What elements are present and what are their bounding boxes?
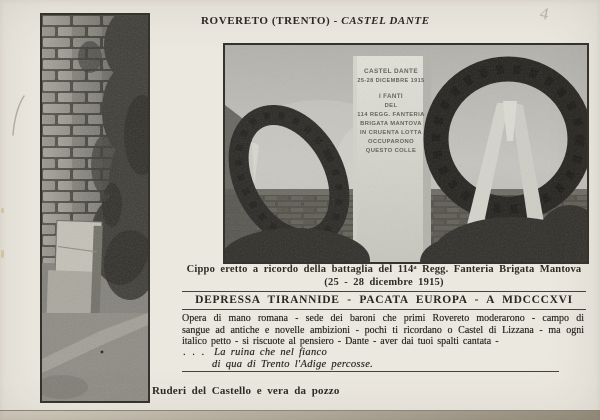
photo-castle-ruins — [40, 13, 150, 403]
inscription-line: DEL — [384, 103, 398, 109]
memorial-image — [225, 45, 587, 262]
inscription-line: I FANTI — [378, 93, 404, 100]
inscription-line: OCCUPARONO — [367, 139, 415, 145]
inscription-line: IN CRUENTA LOTTA — [360, 130, 422, 136]
verse-line2: di qua di Trento l'Adige percosse. — [212, 359, 374, 370]
inscription-line: 25-28 DICEMBRE 1915 — [357, 78, 425, 84]
photo-caption-line1: Cippo eretto a ricordo della battaglia del 114ᵃ Regg. Fanteria Brigata Mantova — [186, 264, 582, 275]
handwritten-mark: 4 — [538, 3, 551, 24]
body-line: italico petto - si riscuote al pensiero - Dante - aver dai tuoi spalti cantata - — [182, 336, 499, 348]
inscription-line: QUESTO COLLE — [365, 148, 417, 154]
body-line: sangue ad antiche e novelle ambizioni - pochi ti ricordano o Castel di Lizzana - ma ogni — [182, 324, 584, 336]
photo-caption — [182, 264, 586, 289]
headline: DEPRESSA TIRANNIDE - PACATA EUROPA - A MDCCCXVI — [195, 294, 573, 306]
title-site: CASTEL DANTE — [341, 15, 430, 27]
inscription-line: 114 REGG. FANTERIA — [357, 112, 425, 118]
inscription-line: CASTEL DANTE — [363, 68, 419, 75]
verse-line1-text: La ruina che nel fianco — [214, 347, 328, 358]
postcard-title — [201, 15, 430, 27]
photo-caption-line2: (25 - 28 dicembre 1915) — [324, 276, 444, 288]
pencil-mark-arc — [6, 93, 32, 139]
paper-speck — [1, 208, 4, 213]
headline-box — [182, 291, 586, 310]
rule-bottom — [182, 371, 559, 372]
photo-memorial-stele — [223, 43, 589, 264]
verse — [183, 347, 373, 371]
title-location: ROVERETO (TRENTO) - — [201, 15, 342, 27]
paper-speck — [1, 250, 4, 258]
left-photo-caption: Ruderi del Castello e vera da pozzo — [152, 385, 340, 397]
inscription-line: BRIGATA MANTOVA — [360, 121, 422, 127]
body-line: Opera di mano romana - sede dei baroni che primi Rovereto moderarono - campo di — [182, 313, 584, 324]
verse-line1 — [183, 347, 373, 359]
rule-mid — [182, 309, 586, 310]
body-paragraph — [182, 313, 584, 348]
verse-ellipsis: . . . — [183, 347, 207, 358]
castle-ruins-image — [42, 15, 148, 401]
card-bottom-edge — [0, 410, 600, 420]
